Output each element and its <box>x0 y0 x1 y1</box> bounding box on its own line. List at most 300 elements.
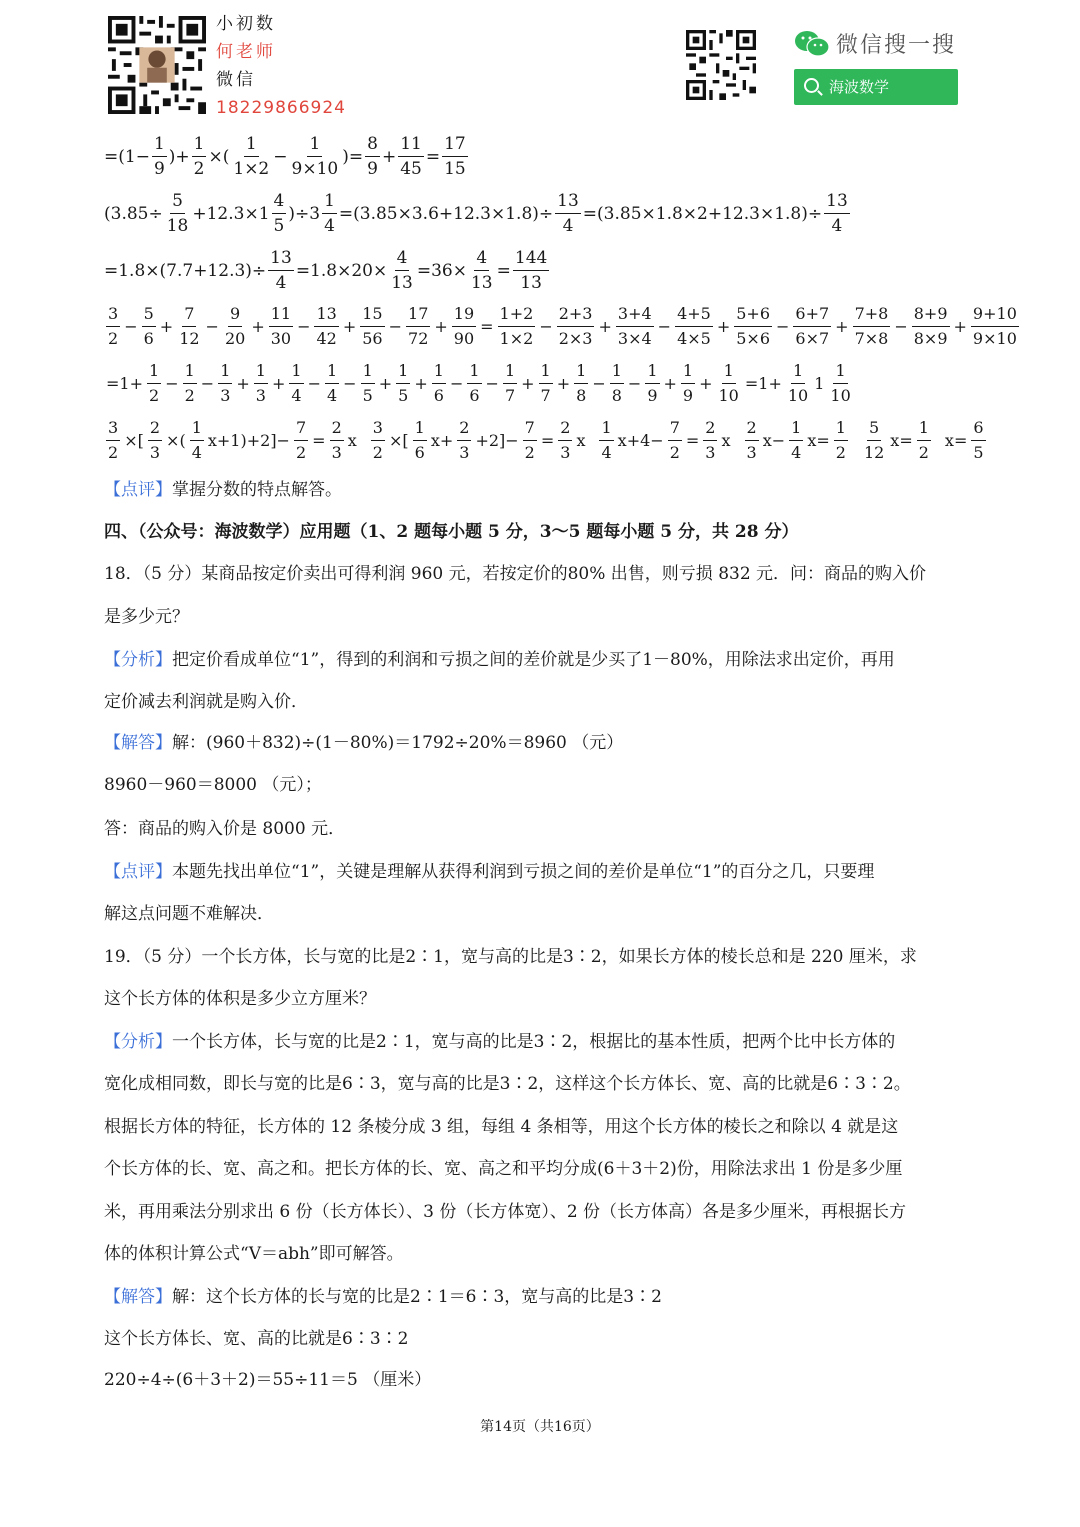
contact-teacher-name: 何老师 <box>216 42 276 62</box>
fraction-numerator: 3 <box>106 416 120 441</box>
math-operator: x= <box>807 431 830 450</box>
fraction-denominator: 30 <box>270 329 292 348</box>
fraction <box>971 416 985 465</box>
fraction <box>269 302 293 351</box>
fraction-numerator: 5 <box>867 416 881 441</box>
analysis-18-line-1 <box>104 648 895 672</box>
math-operator: + <box>699 374 713 393</box>
math-operator: = <box>540 431 555 450</box>
fraction <box>786 359 810 408</box>
solution-tag: 【解答】 <box>104 733 172 753</box>
contact-phone: 18229866924 <box>216 98 346 118</box>
fraction-denominator: 10 <box>830 386 851 405</box>
solution-19-line-3: 220÷4÷(6＋3＋2)＝55÷11＝5 （厘米） <box>104 1370 432 1390</box>
math-text: ×( <box>208 146 230 167</box>
fraction-denominator: 4 <box>291 386 302 405</box>
math-text: =(1− <box>104 146 150 167</box>
math-operator: − <box>205 317 219 336</box>
math-operator: − <box>307 374 321 393</box>
math-text: )÷3 <box>288 203 321 224</box>
fraction <box>289 359 303 408</box>
fraction-numerator: 7 <box>294 416 308 441</box>
fraction-numerator: 3 <box>106 302 120 327</box>
fraction <box>294 416 308 465</box>
fraction <box>371 416 385 465</box>
fraction <box>190 416 204 465</box>
solution-tag: 【解答】 <box>104 1287 172 1307</box>
math-operator: − <box>592 374 606 393</box>
math-line-2 <box>104 189 852 238</box>
fraction-numerator: 1 <box>361 359 375 384</box>
fraction-numerator: 17 <box>406 302 430 327</box>
fraction-denominator: 2 <box>108 443 119 462</box>
fraction <box>610 359 624 408</box>
fraction <box>218 359 232 408</box>
fraction-numerator: 1 <box>432 359 446 384</box>
math-operator: = <box>685 431 700 450</box>
fraction-numerator: 1 <box>645 359 659 384</box>
fraction-numerator: 1 <box>467 359 481 384</box>
fraction <box>432 359 446 408</box>
fraction: $\frac{1}{2}$ <box>193 134 205 179</box>
fraction-denominator: 10 <box>718 386 739 405</box>
fraction-numerator: 4+5 <box>675 302 713 327</box>
solution-18-line-1 <box>104 731 623 755</box>
math-operator: + <box>251 317 265 336</box>
math-operator: + <box>521 374 535 393</box>
fraction <box>142 302 156 351</box>
math-operator: x+ <box>430 431 454 450</box>
fraction-numerator: 1 <box>183 359 197 384</box>
qr-code-left <box>108 16 206 114</box>
fraction-denominator: 20 <box>224 329 246 348</box>
fraction-denominator: 12 <box>863 443 885 462</box>
math-operator: + <box>159 317 174 336</box>
fraction-numerator: 7 <box>182 302 196 327</box>
solution-18-line-2: 8960－960＝8000 （元）； <box>104 775 322 795</box>
fraction-denominator: 3 <box>459 443 470 462</box>
fraction-denominator: 3 <box>705 443 716 462</box>
fraction-numerator: 2 <box>558 416 572 441</box>
fraction: $\frac{4}{13}$ <box>391 248 413 293</box>
fraction-numerator: 3 <box>371 416 385 441</box>
fraction-numerator: 11 <box>269 302 293 327</box>
fraction-denominator: 6 <box>433 386 444 405</box>
fraction-denominator: 6 <box>414 443 425 462</box>
math-text: )+ <box>168 146 190 167</box>
question-19-line-2: 这个长方体的体积是多少立方厘米？ <box>104 989 376 1009</box>
fraction <box>862 416 886 465</box>
fraction <box>745 416 759 465</box>
math-operator: + <box>342 317 357 336</box>
qr-code-icon <box>108 16 206 114</box>
fraction-denominator: 2 <box>108 329 119 348</box>
fraction-numerator: 2 <box>703 416 717 441</box>
fraction <box>106 416 120 465</box>
fraction: $\frac{1}{9}$ <box>153 134 165 179</box>
fraction-numerator: 1 <box>254 359 268 384</box>
fraction <box>523 416 537 465</box>
fraction-denominator: 4 <box>791 443 802 462</box>
fraction-numerator: 1 <box>413 416 427 441</box>
fraction: $\frac{4}{5}$ <box>273 191 285 236</box>
math-text: )= <box>342 146 364 167</box>
fraction-denominator: 4 <box>601 443 612 462</box>
fraction-denominator: 6 <box>143 329 154 348</box>
qr-code-icon <box>686 30 756 100</box>
math-operator: x= <box>890 431 913 450</box>
fraction-numerator: 1 <box>610 359 624 384</box>
math-operator: − <box>539 317 553 336</box>
fraction <box>558 416 572 465</box>
review-tag: 【点评】 <box>104 480 172 500</box>
fraction-numerator: 1 <box>289 359 303 384</box>
fraction: $\frac{11}{45}$ <box>400 134 422 179</box>
fraction <box>703 416 717 465</box>
fraction-denominator: 42 <box>316 329 337 348</box>
contact-wechat-label: 微信 <box>216 70 256 90</box>
fraction-denominator: 2 <box>295 443 307 462</box>
fraction <box>793 302 831 351</box>
fraction <box>971 302 1019 351</box>
review-18-line-1 <box>104 860 874 884</box>
math-line-5 <box>104 359 855 408</box>
fraction-denominator: 4 <box>191 443 202 462</box>
fraction-denominator: 2 <box>524 443 535 462</box>
fraction <box>106 302 120 351</box>
math-operator: − <box>485 374 499 393</box>
math-operator: x= <box>944 431 968 450</box>
solution-text: 解：这个长方体的长与宽的比是2∶1＝6∶3，宽与高的比是3∶2 <box>172 1287 662 1307</box>
fraction-denominator: 2 <box>149 386 160 405</box>
fraction-numerator: 3+4 <box>616 302 654 327</box>
fraction <box>148 416 162 465</box>
fraction <box>314 302 338 351</box>
fraction-denominator: 12 <box>179 329 200 348</box>
question-19-line-1: 19．（5 分）一个长方体，长与宽的比是2∶1，宽与高的比是3∶2，如果长方体的棱长总和是 220 厘米，求 <box>104 947 917 967</box>
fraction: $\frac{1}{9\times 10}$ <box>291 134 339 179</box>
wechat-search-title: 微信搜一搜 <box>836 33 957 58</box>
math-text: =36× <box>416 260 467 281</box>
search-icon <box>804 78 819 93</box>
fraction <box>828 359 852 408</box>
math-operator: +2]− <box>475 431 519 450</box>
fraction-numerator: 2 <box>457 416 471 441</box>
fraction: $\frac{1}{1\times 2}$ <box>233 134 270 179</box>
question-18-line-1: 18．（5 分）某商品按定价卖出可得利润 960 元，若按定价的80% 出售，则亏损 832 元．问：商品的购入价 <box>104 564 927 584</box>
review-text: 本题先找出单位“1”，关键是理解从获得利润到亏损之间的差价是单位“1”的百分之几，只要理 <box>172 862 875 882</box>
fraction-numerator: 1 <box>681 359 695 384</box>
math-operator: x+1)+2]− <box>207 431 290 450</box>
fraction <box>681 359 695 408</box>
math-operator: x− <box>762 431 786 450</box>
fraction-denominator: 2×3 <box>558 329 593 348</box>
fraction-denominator: 3 <box>746 443 757 462</box>
fraction <box>912 302 950 351</box>
fraction-denominator: 4 <box>326 386 338 405</box>
fraction <box>406 302 430 351</box>
qr-code-right <box>686 30 756 100</box>
review-18-line-2: 解这点问题不难解决． <box>104 904 274 924</box>
fraction-numerator: 2 <box>745 416 759 441</box>
fraction-denominator: 3 <box>255 386 266 405</box>
fraction <box>668 416 682 465</box>
fraction-denominator: 9 <box>682 386 694 405</box>
fraction <box>396 359 410 408</box>
fraction-denominator: 72 <box>408 329 429 348</box>
fraction-numerator: 1 <box>791 359 805 384</box>
fraction-denominator: 5×6 <box>736 329 770 348</box>
fraction-denominator: 7 <box>504 386 516 405</box>
fraction-numerator: 1 <box>325 359 339 384</box>
fraction-numerator: 1 <box>147 359 161 384</box>
fraction-numerator: 1 <box>833 359 847 384</box>
fraction <box>557 302 595 351</box>
analysis-18-line-2: 定价减去利润就是购入价． <box>104 692 308 712</box>
fraction-numerator: 19 <box>452 302 476 327</box>
fraction <box>413 416 427 465</box>
analysis-19-line-5: 米，再用乘法分别求出 6 份（长方体长）、3 份（长方体宽）、2 份（长方体高）各是多少厘米，再根据长方 <box>104 1202 907 1222</box>
math-line-4 <box>104 302 1021 351</box>
math-text: =(3.85×3.6+12.3×1.8)÷ <box>338 203 554 224</box>
analysis-text: 把定价看成单位“1”，得到的利润和亏损之间的差价就是少买了1－80%，用除法求出定价，再用 <box>172 650 895 670</box>
fraction-denominator: 3×4 <box>617 329 652 348</box>
fraction-denominator: 5 <box>973 443 984 462</box>
math-text: + <box>381 146 397 167</box>
fraction-denominator: 2 <box>372 443 383 462</box>
math-operator: − <box>343 374 357 393</box>
fraction-numerator: 1 <box>190 416 204 441</box>
math-line-6 <box>104 416 988 465</box>
review-tag: 【点评】 <box>104 862 172 882</box>
fraction-denominator: 8 <box>611 386 622 405</box>
fraction-numerator: 1+2 <box>498 302 536 327</box>
fraction-numerator: 1 <box>503 359 517 384</box>
math-text: (3.85÷ <box>104 203 163 224</box>
fraction-numerator: 1 <box>218 359 232 384</box>
wechat-search-text: 海波数学 <box>829 78 890 96</box>
fraction-denominator: 3 <box>220 386 231 405</box>
fraction-numerator: 7+8 <box>853 302 891 327</box>
fraction: $\frac{1}{4}$ <box>324 191 335 236</box>
fraction-numerator: 7 <box>523 416 537 441</box>
fraction: $\frac{4}{13}$ <box>470 248 493 293</box>
math-operator: x <box>721 431 731 450</box>
fraction-denominator: 10 <box>787 386 809 405</box>
math-operator: + <box>236 374 250 393</box>
math-text: =1.8×20× <box>295 260 388 281</box>
math-operator: − <box>449 374 464 393</box>
contact-subject: 小初数 <box>216 14 276 34</box>
fraction <box>599 416 613 465</box>
analysis-tag: 【分析】 <box>104 1032 172 1052</box>
math-operator: =1+ <box>106 374 143 393</box>
fraction <box>325 359 339 408</box>
math-operator: − <box>165 374 179 393</box>
fraction-denominator: 5 <box>362 386 373 405</box>
math-operator: + <box>378 374 393 393</box>
fraction-numerator: 2 <box>330 416 344 441</box>
math-operator: ×( <box>166 431 186 450</box>
review-text: 掌握分数的特点解答。 <box>172 480 342 500</box>
fraction <box>177 302 201 351</box>
fraction-denominator: 4×5 <box>677 329 711 348</box>
math-operator: + <box>414 374 428 393</box>
fraction-numerator: 1 <box>789 416 803 441</box>
math-operator: ×[ <box>124 431 144 450</box>
fraction-numerator: 1 <box>722 359 736 384</box>
fraction: $\frac{13}{4}$ <box>270 248 292 293</box>
fraction <box>789 416 803 465</box>
fraction: $\frac{17}{15}$ <box>444 134 466 179</box>
fraction-numerator: 7 <box>668 416 682 441</box>
section-4-heading: 四、（公众号：海波数学）应用题（1、2 题每小题 5 分，3～5 题每小题 5 分，共 28 分） <box>104 522 799 542</box>
math-operator: − <box>388 317 403 336</box>
math-operator: − <box>776 317 790 336</box>
solution-19-line-1 <box>104 1285 662 1309</box>
fraction-denominator: 8×9 <box>913 329 948 348</box>
fraction-numerator: 1 <box>396 359 410 384</box>
fraction: $\frac{13}{4}$ <box>826 191 848 236</box>
fraction <box>539 359 553 408</box>
math-operator: − <box>297 317 311 336</box>
fraction <box>675 302 713 351</box>
fraction <box>457 416 471 465</box>
fraction-denominator: 3 <box>331 443 342 462</box>
fraction: $\frac{144}{13}$ <box>514 248 548 293</box>
math-operator: + <box>663 374 677 393</box>
solution-18-line-3: 答：商品的购入价是 8000 元． <box>104 819 346 839</box>
math-operator: = <box>312 431 326 450</box>
fraction <box>223 302 247 351</box>
math-operator: + <box>716 317 731 336</box>
fraction-numerator: 15 <box>360 302 384 327</box>
analysis-text: 一个长方体，长与宽的比是2∶1，宽与高的比是3∶2，根据比的基本性质，把两个比中长方体的 <box>172 1032 896 1052</box>
fraction-denominator: 2 <box>669 443 680 462</box>
fraction-numerator: 6+7 <box>793 302 831 327</box>
math-operator: − <box>627 374 642 393</box>
contact-info <box>216 10 346 122</box>
fraction <box>360 302 384 351</box>
fraction <box>183 359 197 408</box>
fraction-numerator: 5 <box>142 302 156 327</box>
fraction-denominator: 2 <box>184 386 195 405</box>
review-17 <box>104 478 342 502</box>
math-text: =1.8×(7.7+12.3)÷ <box>104 260 267 281</box>
fraction-denominator: 6×7 <box>795 329 830 348</box>
solution-19-line-2: 这个长方体长、宽、高的比就是6∶3∶2 <box>104 1329 409 1349</box>
fraction-denominator: 7×8 <box>854 329 889 348</box>
fraction <box>330 416 344 465</box>
fraction-denominator: 5 <box>398 386 409 405</box>
fraction-denominator: 8 <box>576 386 587 405</box>
page-footer: 第14页（共16页） <box>480 1419 600 1435</box>
fraction-denominator: 7 <box>540 386 551 405</box>
fraction <box>616 302 654 351</box>
fraction-denominator: 90 <box>453 329 475 348</box>
fraction <box>254 359 268 408</box>
fraction-denominator: 2 <box>835 443 846 462</box>
math-text: = <box>425 146 441 167</box>
fraction-denominator: 9×10 <box>972 329 1017 348</box>
fraction-denominator: 3 <box>560 443 571 462</box>
math-operator: + <box>271 374 286 393</box>
fraction: $\frac{13}{4}$ <box>557 191 579 236</box>
fraction-numerator: 1 <box>917 416 931 441</box>
fraction-denominator: 6 <box>469 386 480 405</box>
wechat-logo-icon <box>794 30 830 58</box>
fraction-numerator: 1 <box>574 359 588 384</box>
math-operator: = <box>480 317 494 336</box>
fraction-numerator: 1 <box>539 359 553 384</box>
fraction: $\frac{5}{18}$ <box>166 191 189 236</box>
math-operator: ×[ <box>388 431 409 450</box>
math-text: − <box>273 146 288 167</box>
fraction <box>917 416 931 465</box>
math-operator: + <box>835 317 849 336</box>
analysis-19-line-4: 个长方体的长、宽、高之和。把长方体的长、宽、高之和平均分成(6＋3＋2)份，用除法求出 1 份是多少厘 <box>104 1159 903 1179</box>
fraction-denominator: 3 <box>149 443 161 462</box>
fraction <box>361 359 375 408</box>
analysis-19-line-6: 体的体积计算公式“V＝abh”即可解答。 <box>104 1244 404 1264</box>
fraction-numerator: 1 <box>834 416 848 441</box>
fraction <box>467 359 481 408</box>
fraction-denominator: 1×2 <box>499 329 534 348</box>
math-operator: x+4− <box>617 431 664 450</box>
math-operator: + <box>556 374 571 393</box>
fraction <box>853 302 891 351</box>
fraction-numerator: 5+6 <box>734 302 772 327</box>
fraction-numerator: 9 <box>228 302 242 327</box>
fraction: $\frac{8}{9}$ <box>367 134 378 179</box>
fraction-numerator: 6 <box>971 416 985 441</box>
math-operator: − <box>124 317 138 336</box>
fraction-denominator: 2 <box>918 443 929 462</box>
math-operator: 1 <box>814 374 825 393</box>
math-operator: − <box>894 317 908 336</box>
math-text: =(3.85×1.8×2+12.3×1.8)÷ <box>582 203 823 224</box>
analysis-19-line-2: 宽化成相同数，即长与宽的比是6∶3，宽与高的比是3∶2，这样这个长方体长、宽、高的比就是6∶3∶2。 <box>104 1074 911 1094</box>
fraction <box>452 302 476 351</box>
question-18-line-2: 是多少元？ <box>104 607 189 627</box>
analysis-19-line-1 <box>104 1030 895 1054</box>
math-operator: + <box>434 317 448 336</box>
fraction-numerator: 13 <box>314 302 338 327</box>
fraction-numerator: 1 <box>599 416 613 441</box>
solution-text: 解：(960＋832)÷(1－80%)＝1792÷20%＝8960 （元） <box>172 733 624 753</box>
analysis-19-line-3: 根据长方体的特征，长方体的 12 条棱分成 3 组，每组 4 条相等，用这个长方体的棱长之和除以 4 就是这 <box>104 1117 899 1137</box>
fraction-denominator: 56 <box>362 329 383 348</box>
wechat-search-box[interactable] <box>794 69 958 105</box>
fraction-denominator: 9 <box>647 386 658 405</box>
math-text: = <box>496 260 511 281</box>
math-operator: x <box>347 431 357 450</box>
fraction <box>503 359 517 408</box>
fraction <box>498 302 536 351</box>
math-text: +12.3×1 <box>192 203 270 224</box>
fraction <box>717 359 741 408</box>
math-line-1 <box>104 132 470 181</box>
fraction-numerator: 2 <box>148 416 162 441</box>
fraction-numerator: 8+9 <box>912 302 950 327</box>
fraction <box>834 416 848 465</box>
fraction <box>734 302 772 351</box>
math-line-3 <box>104 246 551 295</box>
fraction-numerator: 2+3 <box>557 302 595 327</box>
fraction-numerator: 9+10 <box>971 302 1019 327</box>
math-operator: x <box>576 431 586 450</box>
fraction <box>574 359 588 408</box>
